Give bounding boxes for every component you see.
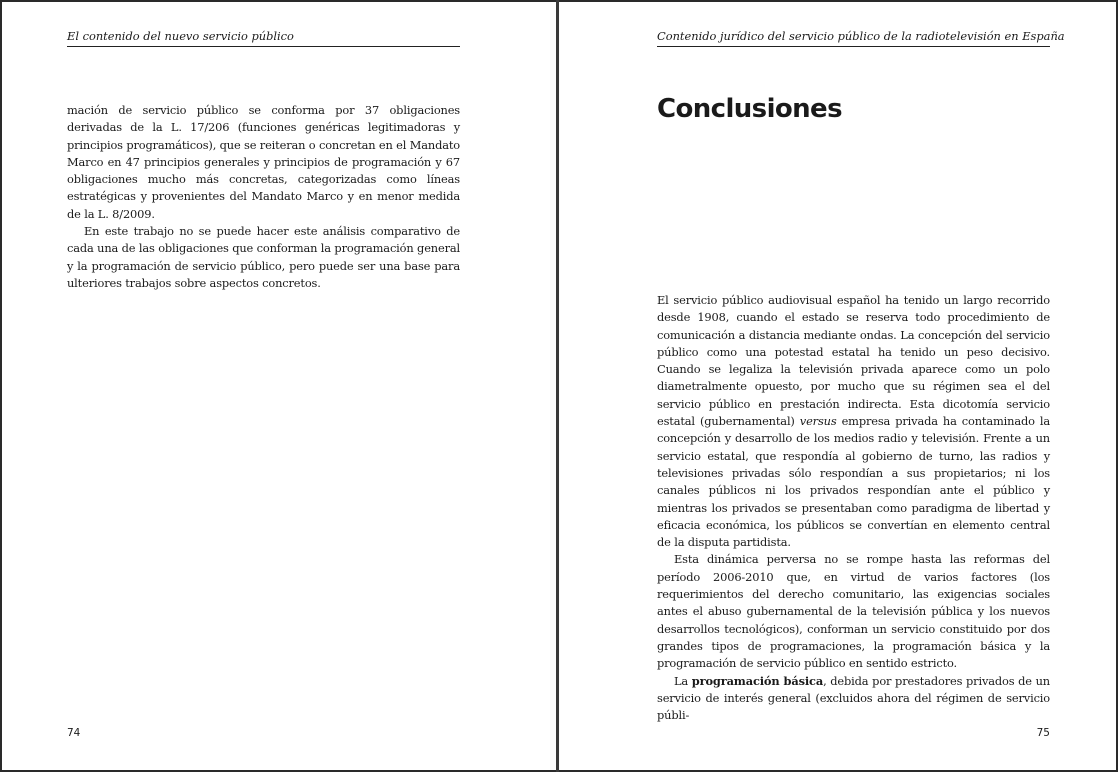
left-page-number: 74 <box>67 727 81 739</box>
right-paragraph-1-start: El servicio público audiovisual español ha tenido un largo recorrido desde 1908, cuando el estado se reserva todo procedimiento de comunicación a distancia mediante ondas. La concepción del servicio público como una potestad estatal ha tenido un peso decisivo. Cuando se legaliza la televisión privada aparece como un polo diametralmente opuesto, por mucho que su régimen sea el del servicio público en prestación indirecta. Esta dicotomía servicio estatal (gubernamental) <box>657 293 1050 429</box>
right-page <box>657 0 1065 772</box>
book-spine <box>556 0 559 772</box>
left-header-rule <box>67 46 460 47</box>
right-body-text <box>657 292 1050 724</box>
right-paragraph-1 <box>657 292 1050 551</box>
right-paragraph-3-end: , debida por prestadores privados de un servicio de interés general (excluidos ahora del régimen de servicio públi- <box>657 673 1050 723</box>
right-page-number: 75 <box>1036 727 1050 739</box>
left-page <box>67 0 460 772</box>
left-paragraph-1: mación de servicio público se conforma por 37 obligaciones derivadas de la L. 17/206 (funciones genéricas legitimadoras y principios programáticos), que se reiteran o concretan en el Mandato Marco en 47 principios generales y principios de programación y 67 obligaciones mucho más concretas, categorizadas como líneas estratégicas y provenientes del Mandato Marco y en menor medida de la L. 8/2009. <box>67 103 460 221</box>
right-running-header: Contenido jurídico del servicio público de la radiotelevisión en España <box>657 29 1065 43</box>
right-paragraph-1-end: empresa privada ha contaminado la concepción y desarrollo de los medios radio y televisión. Frente a un servicio estatal, que respondía al gobierno de turno, las radios y televisiones privadas sólo respondían a sus propietarios; ni los canales públicos ni los privados respondían ante el público y mientras los privados se presentaban como paradigma de libertad y eficacia económica, los públicos se convertían en elemento central de la disputa partidista. <box>657 414 1050 550</box>
right-header-rule <box>657 46 1050 47</box>
left-paragraph-2: En este trabajo no se puede hacer este análisis comparativo de cada una de las obligaciones que conforman la programación general y la programación de servicio público, pero puede ser una base para ulteriores trabajos sobre aspectos concretos. <box>67 224 460 290</box>
right-paragraph-3-start: La <box>674 673 692 688</box>
left-running-header: El contenido del nuevo servicio público <box>67 29 294 43</box>
left-body-text <box>67 102 460 292</box>
italic-versus: versus <box>799 414 837 429</box>
chapter-title: Conclusiones <box>657 94 842 124</box>
bold-programacion-basica: programación básica <box>691 673 824 688</box>
right-paragraph-2: Esta dinámica perversa no se rompe hasta las reformas del período 2006-2010 que, en virtud de varios factores (los requerimientos del derecho comunitario, las exigencias sociales antes el abuso gubernamental de la televisión pública y los nuevos desarrollos tecnológicos), conforman un servicio constituido por dos grandes tipos de programaciones, la programación básica y la programación de servicio público en sentido estricto. <box>657 552 1050 671</box>
right-paragraph-3 <box>657 673 1050 725</box>
